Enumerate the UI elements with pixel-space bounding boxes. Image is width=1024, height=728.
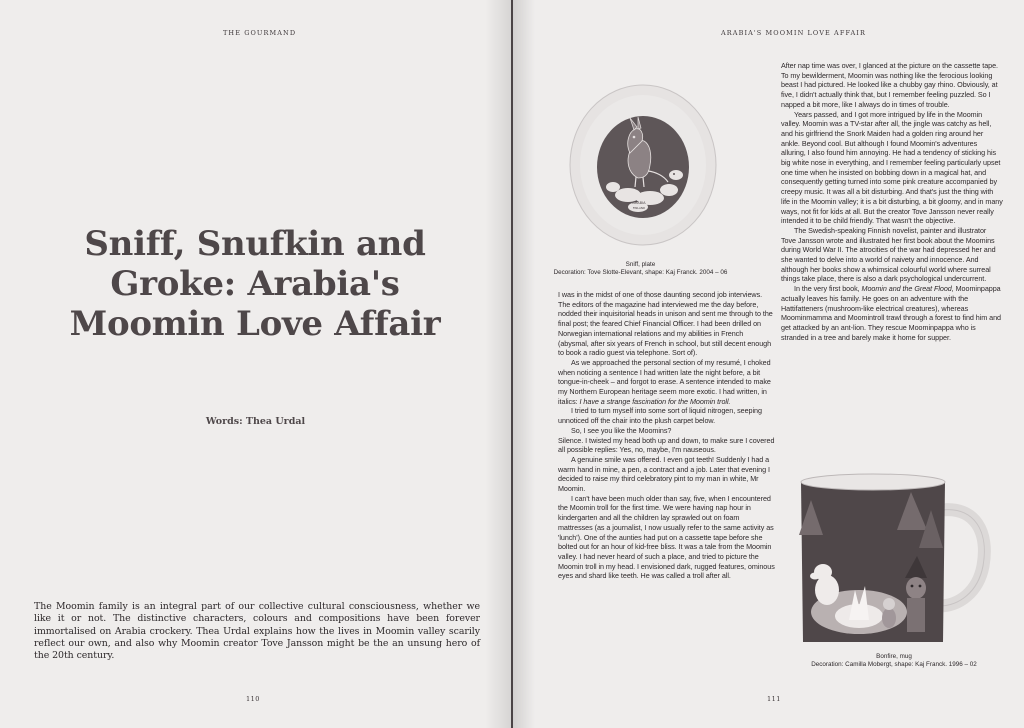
plate-caption-detail: Decoration: Tove Slotte-Elevant, shape: Kaj Franck. 2004 – 06 (553, 269, 728, 277)
mug-caption-title: Bonfire, mug (876, 653, 912, 660)
plate-caption (543, 261, 738, 278)
paragraph: So, I see you like the Moomins? (571, 425, 672, 435)
standfirst: The Moomin family is an integral part of our collective cultural consciousness, whether we like it or not. The distinctive characters, colours and compositions have been forever immortalised on Arabia crockery. Thea Urdal explains how the lives in Moomin valley scarily reflect our own, and also why Moomin creator Tove Jansson might be the an unsung hero of the 20th century. (34, 601, 480, 662)
article-title: Sniff, Snufkin and Groke: Arabia's Moomin Love Affair (69, 224, 441, 344)
paragraph: I was in the midst of one of those daunting second job interviews. The editors of the magazine had interviewed me the day before, nodded their inquisitorial heads in unison and sent me through to the final post; the feared Chief Financial Officer. I had been drilled on Norwegian international relations and my abilities in French (abysmal, after six years of French in school, but still decent enough to book a radio guest via telephone. Sort of). (558, 290, 773, 358)
italic-quote: I have a strange fascination for the Moomin troll. (579, 396, 731, 406)
little-my-figure (882, 598, 896, 628)
page-number: 111 (767, 695, 781, 703)
paragraph: The Swedish-speaking Finnish novelist, painter and illustrator Tove Jansson wrote and illustrated her first book about the Moomins during World War II. The atrocities of the war had depressed her and she wanted to delve into a world of naivety and innocence. And although her books show a whimsical colourful world where surreal things take place, there is also a dark psychological undercurrent. (781, 225, 996, 284)
paragraph: As we approached the personal section of my resumé, I choked when noticing a sentence I had written late the night before, a bit tongue-in-cheek – and forgot to erase. A sentence intended to make my Northern European heritage seem more exotic. I had written, in italics: I have a strange fascination for the Moomin troll. (558, 357, 771, 406)
plate-country-mark: FINLAND (632, 206, 646, 210)
body-column-left (558, 290, 775, 581)
sniff-plate-image (568, 77, 718, 247)
paragraph: A genuine smile was offered. I even got teeth! Suddenly I had a warm hand in mine, a pen, a contract and a job. Later that evening I decided to raise my third celebratory pint to my man in white, Mr Moomin. (558, 454, 770, 494)
paragraph: I can't have been much older than say, five, when I encountered the Moomin troll for the first time. We were having nap hour in kindergarten and all the children lay sprawled out on foam mattresses (as a journalist, I now usually refer to the same activity as 'lunch'). One of the aunties had put on a cassette tape before she bolted out for an hour of kid-free bliss. It was a tale from the Moomin valley. I had never heard of such a place, and tried to picture the Moomin troll in my head. I envisioned dark, rugged features, ominous eyes and shard like teeth. He was called a troll after all. (558, 493, 775, 581)
page-number: 110 (246, 695, 260, 703)
running-head: THE GOURMAND (223, 29, 297, 37)
plate-caption-title: Sniff, plate (625, 261, 656, 268)
running-head: ARABIA'S MOOMIN LOVE AFFAIR (721, 29, 866, 37)
right-page (513, 0, 1024, 728)
book-title: Moomin and the Great Flood, (861, 284, 954, 294)
left-page (0, 0, 511, 728)
paragraph: Silence. I twisted my head both up and down, to make sure I covered all possible replies: Yes, no, maybe, I'm nauseous. (558, 435, 775, 455)
plate-brand-mark: ARABIA (632, 201, 646, 205)
paragraph: After nap time was over, I glanced at the picture on the cassette tape. To my bewilderment, Moomin was nothing like the ferocious looking beast I had pictured. He looked like a chubby gay rhino. Obviously, at five, I didn't actually think that, but I remember feeling puzzled. So I napped a bit more, like I always do in times of trouble. (781, 61, 998, 109)
paragraph: In the very first book, Moomin and the Great Flood, Moominpappa actually leaves his family. He goes on an adventure with the Hattifatteners (mushroom-like electrical creatures), whereas Moominmamma and Moomintroll trawl through a forest to find him and get attacked by an ant-lion. They rescue Moominpappa who is stranded in a tree and barely make it home for supper. (781, 284, 1002, 342)
body-column-right (781, 61, 1003, 342)
paragraph: I tried to turn myself into some sort of liquid nitrogen, seeping unnoticed off the chair into the plush carpet below. (558, 406, 762, 426)
gutter-shadow (513, 0, 535, 728)
gutter-shadow (485, 0, 511, 728)
mug-caption (783, 653, 1005, 670)
bonfire-mug-image (793, 470, 993, 650)
mug-caption-detail: Decoration: Camilla Mobergt, shape: Kaj Franck. 1996 – 02 (811, 661, 977, 669)
paragraph: Years passed, and I got more intrigued by life in the Moomin valley. Moomin was a TV-star after all, the jingle was catchy as hell, and his girlfriend the Snork Maiden had a golden ring around her ankle. Beyond cool. But although I found Moomin's adventures alluring, I also found him annoying. He had a tendency of sticking his big white nose in everything, and I remember feeling particularly upset one time when he insisted on bobbing down in a magical hat, and consequently getting turned into some pink creature accompanied by creepy music. It was all a bit disturbing. And that's just the thing with life in the Moomin valley; it is a bit disturbing, a bit gloomy, and in many ways, not fit for kids at all. But the creator Tove Jansson never really intended it to be child friendly. That wasn't the objective. (781, 109, 1003, 226)
byline: Words: Thea Urdal (205, 416, 306, 427)
